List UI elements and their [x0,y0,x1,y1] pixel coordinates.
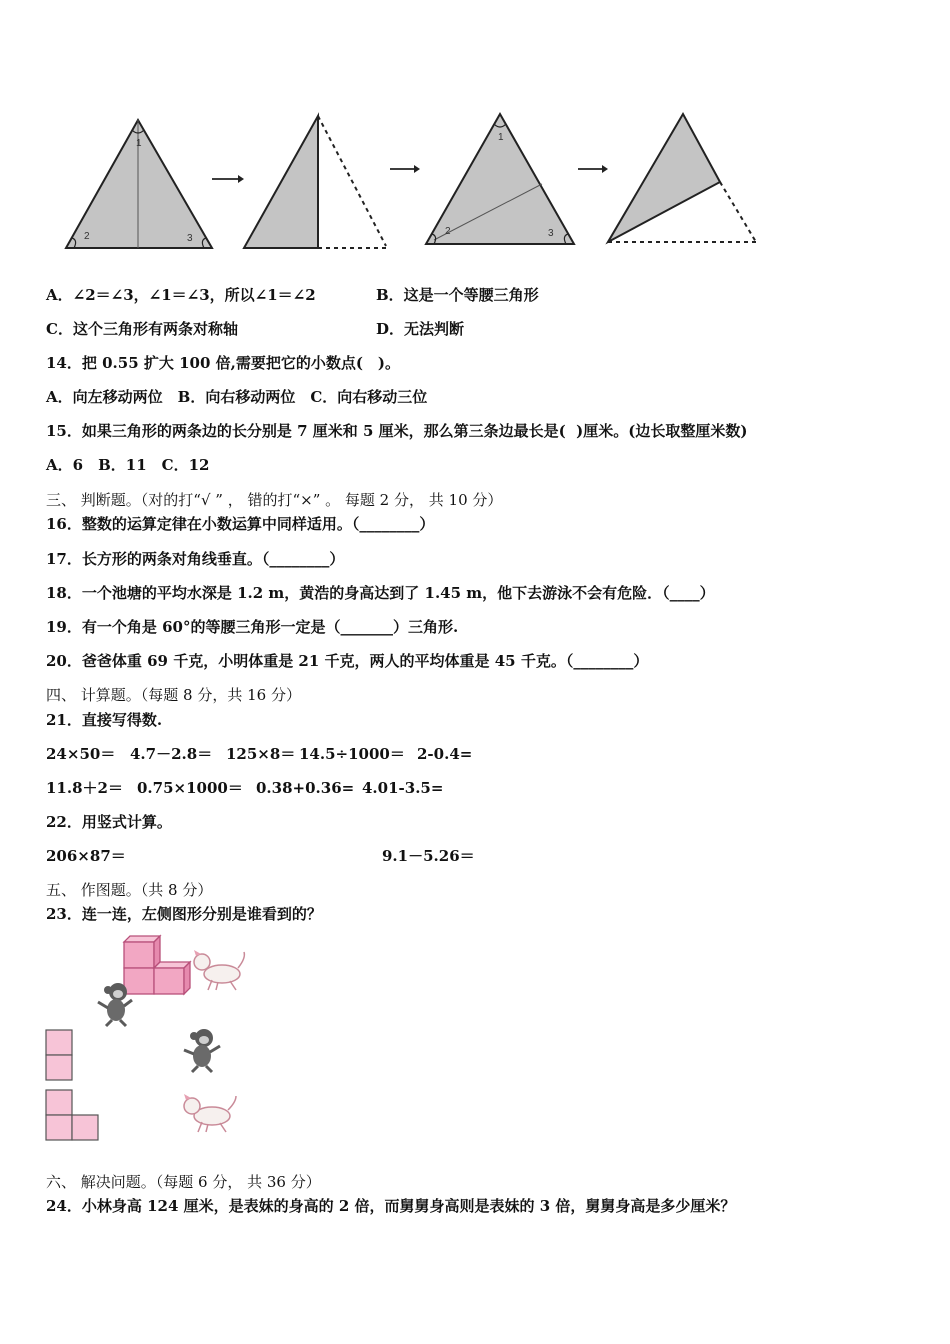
q16: 16．整数的运算定律在小数运算中同样适用。（________） [46,515,435,533]
angle-label-1b: 1 [498,132,504,143]
dog-icon [184,1094,236,1132]
view-l-shape [46,1090,98,1140]
triangle-fold-figure [56,108,776,258]
q18: 18．一个池塘的平均水深是 1.2 m，黄浩的身高达到了 1.45 m，他下去游泳不会有危险．（____） [46,584,715,602]
q19: 19．有一个角是 60°的等腰三角形一定是（_______）三角形. [46,618,459,636]
calc-item: 125×8＝ [226,745,296,763]
calc-item: 206×87＝ [46,847,126,865]
section3-heading: 三、 判断题。（对的打“√ ” ， 错的打“×” 。 每题 2 分， 共 10 分） [46,491,503,509]
q13-option-b: B．这是一个等腰三角形 [376,286,539,304]
monkey-icon [184,1029,220,1072]
q20: 20．爸爸体重 69 千克，小明体重是 21 千克，两人的平均体重是 45 千克。（________） [46,652,649,670]
q23: 23．连一连，左侧图形分别是谁看到的？ [46,905,322,923]
triangle-3 [426,114,574,244]
q13-option-c: C．这个三角形有两条对称轴 [46,320,238,338]
calc-item: 4.01-3.5= [362,779,444,797]
q13-option-a: A．∠2＝∠3，∠1＝∠3，所以∠1＝∠2 [46,286,316,304]
triangle-2 [244,116,390,248]
section6-heading: 六、 解决问题。（每题 6 分， 共 36 分） [46,1173,321,1191]
angle-label-2: 2 [84,231,90,242]
angle-label-2b: 2 [445,226,451,237]
view-two-stacked-squares [46,1030,72,1080]
calc-item: 0.38+0.36= [256,779,355,797]
calc-item: 24×50＝ [46,745,116,763]
q17: 17．长方形的两条对角线垂直。（________） [46,550,345,568]
calc-item: 9.1－5.26＝ [382,847,475,865]
calc-item: 4.7－2.8＝ [130,745,213,763]
angle-label-3b: 3 [548,228,554,239]
triangle-4 [608,114,756,242]
angle-label-3: 3 [187,233,193,244]
arrow-1 [212,175,244,183]
q21: 21．直接写得数. [46,711,163,729]
arrow-3 [578,165,608,173]
q13-option-d: D．无法判断 [376,320,465,338]
calc-item: 0.75×1000＝ [137,779,243,797]
calc-item: 2-0.4= [417,745,473,763]
dog-icon [194,950,244,990]
angle-label-1: 1 [136,138,142,149]
q15-stem: 15．如果三角形的两条边的长分别是 7 厘米和 5 厘米，那么第三条边最长是( )厘米。(边长取整厘米数) [46,422,748,440]
calc-item: 11.8＋2＝ [46,779,123,797]
arrow-2 [390,165,420,173]
q14-stem: 14．把 0.55 扩大 100 倍,需要把它的小数点( )。 [46,354,401,372]
calc-item: 14.5÷1000＝ [299,745,405,763]
q14-options: A．向左移动两位 B．向右移动两位 C．向右移动三位 [46,388,428,406]
section4-heading: 四、 计算题。（每题 8 分，共 16 分） [46,686,301,704]
q15-options: A．6 B．11 C．12 [46,456,210,474]
cube-stack [124,936,190,994]
q22: 22．用竖式计算。 [46,813,172,831]
q24: 24．小林身高 124 厘米，是表妹的身高的 2 倍，而舅舅身高则是表妹的 3 倍，舅舅身高是多少厘米？ [46,1197,736,1215]
view-matching-figure [40,930,300,1150]
section5-heading: 五、 作图题。（共 8 分） [46,881,213,899]
triangle-1 [66,120,212,248]
